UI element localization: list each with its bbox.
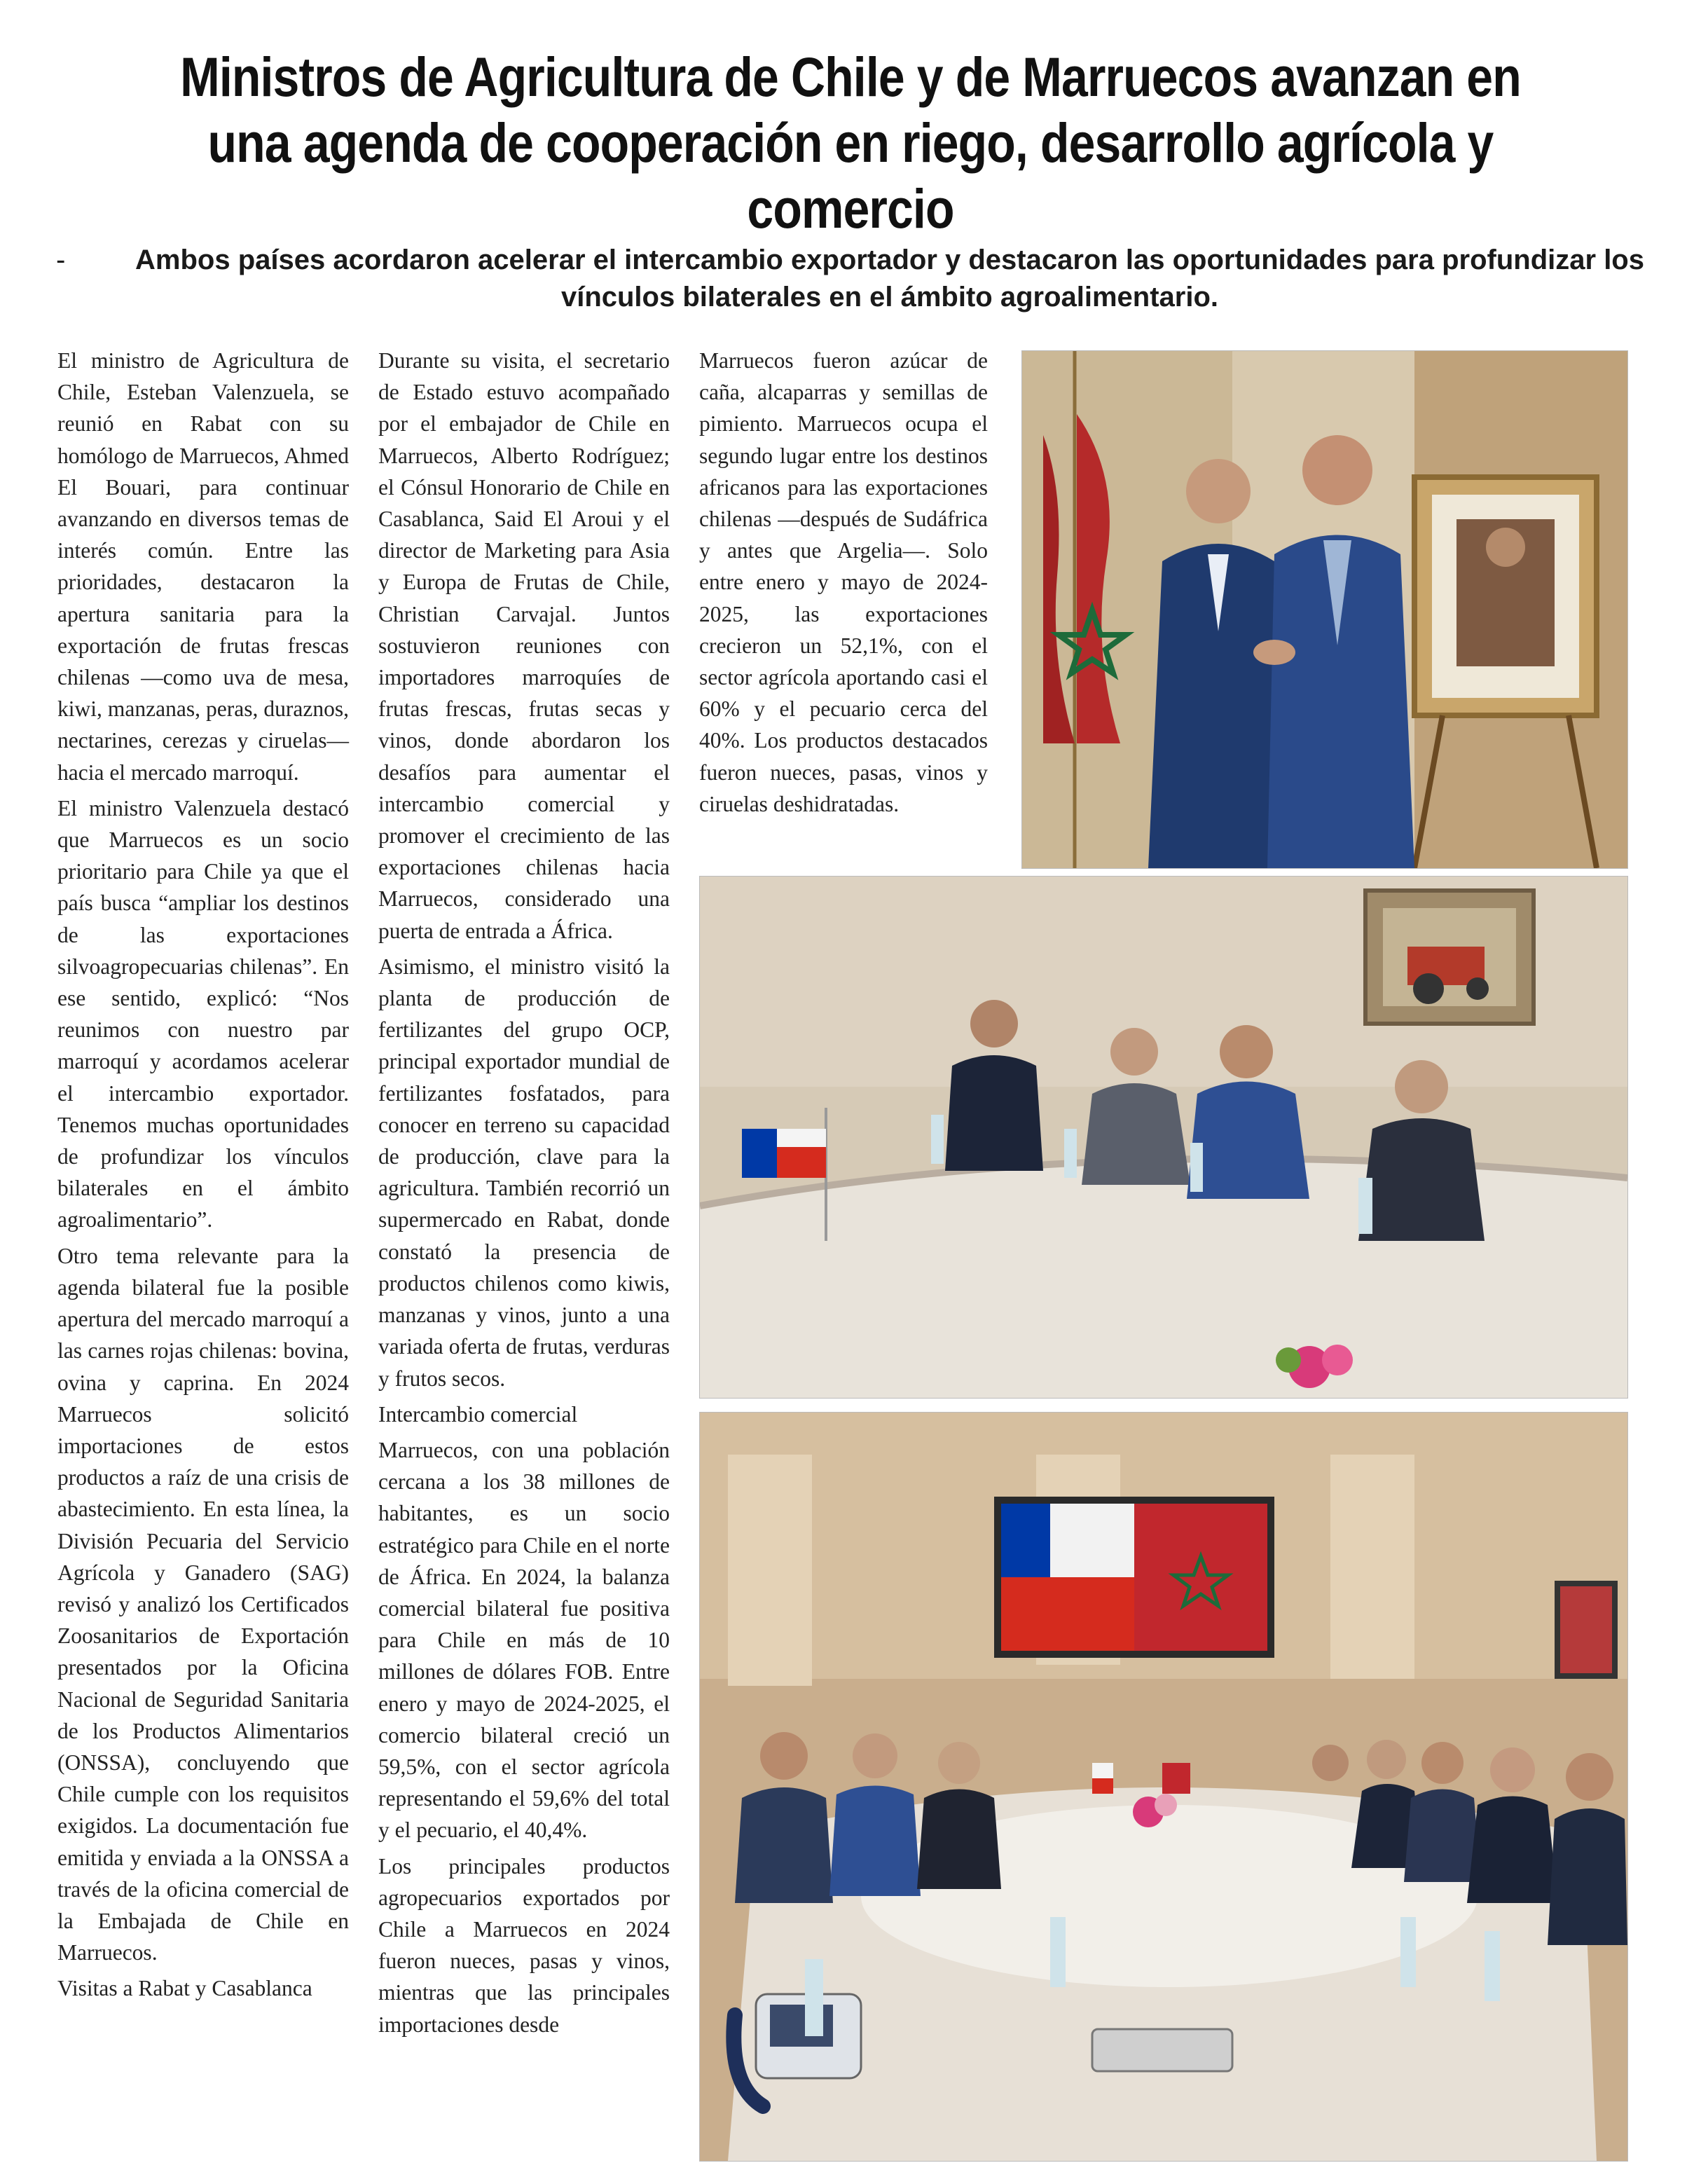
section-heading: Intercambio comercial (378, 1401, 578, 1427)
paragraph: Marruecos fueron azúcar de caña, alcaparras y semillas de pimiento. Marruecos ocupa el segundo lugar entre los destinos africanos para las exportaciones chilenas —después de Sudáfrica y antes que Argelia—. Solo entre enero y mayo de 2024-2025, las exportaciones crecieron un 52,1%, con el sector agrícola aportando casi el 60% y el pecuario cerca del 40%. Los productos destacados fueron nueces, pasas, vinos y ciruelas deshidratadas. (699, 348, 988, 816)
subheadline-text: Ambos países acordaron acelerar el intercambio exportador y destacaron las oportunidades para profundizar los vínculos bilaterales en el ámbito agroalimentario. (135, 245, 1644, 313)
headline: Ministros de Agricultura de Chile y de Marruecos avanzan en una agenda de cooperación en riego, desarrollo agrícola y comercio (180, 45, 1521, 240)
photo-conference-room (699, 1412, 1628, 2162)
paragraph: Asimismo, el ministro visitó la planta de producción de fertilizantes del grupo OCP, principal exportador mundial de fertilizantes fosfatados, para conocer en terreno su capacidad de producción, clave para la agricultura. También recorrió un supermercado en Rabat, donde constató la presencia de productos chilenos como kiwis, manzanas y vinos, junto a una variada oferta de frutas, verduras y frutos secos. (378, 954, 670, 1391)
article-column-2 (378, 345, 670, 2045)
article-column-1 (57, 345, 349, 2009)
paragraph: Otro tema relevante para la agenda bilateral fue la posible apertura del mercado marroquí a las carnes rojas chilenas: bovina, ovina y caprina. En 2024 Marruecos solicitó importaciones de estos productos a raíz de una crisis de abastecimiento. En esta línea, la División Pecuaria del Servicio Agrícola y Ganadero (SAG) revisó y analizó los Certificados Zoosanitarios de Exportación presentados por la Oficina Nacional de Seguridad Sanitaria de los Productos Alimentarios (ONSSA), concluyendo que Chile cumple con los requisitos exigidos. La documentación fue emitida y enviada a la ONSSA a través de la oficina comercial de la Embajada de Chile en Marruecos. (57, 1243, 349, 1965)
photo-ministers-handshake (1021, 350, 1628, 869)
paragraph: Marruecos, con una población cercana a los 38 millones de habitantes, es un socio estratégico para Chile en el norte de África. En 2024, la balanza comercial bilateral fue positiva para Chile en más de 10 millones de dólares FOB. Entre enero y mayo de 2024-2025, el comercio bilateral creció un 59,5%, con el sector agrícola representando el 59,6% del total y el pecuario, el 40,4%. (378, 1437, 670, 1843)
paragraph: El ministro de Agricultura de Chile, Esteban Valenzuela, se reunió en Rabat con su homólogo de Marruecos, Ahmed El Bouari, para continuar avanzando en diversos temas de interés común. Entre las prioridades, destacaron la apertura sanitaria para la exportación de frutas frescas chilenas —como uva de mesa, kiwi, manzanas, peras, duraznos, nectarines, cerezas y ciruelas— hacia el mercado marroquí. (57, 348, 349, 785)
photo-illustration (700, 877, 1627, 1398)
paragraph: El ministro Valenzuela destacó que Marruecos es un socio prioritario para Chile ya que el país busca “ampliar los destinos de las exportaciones silvoagropecuarias chilenas”. En ese sentido, explicó: “Nos reunimos con nuestro par marroquí y acordamos acelerar el intercambio exportador. Tenemos muchas oportunidades de profundizar los vínculos bilaterales en el ámbito agroalimentario”. (57, 795, 349, 1232)
paragraph: Durante su visita, el secretario de Estado estuvo acompañado por el embajador de Chile en Marruecos, Alberto Rodríguez; el Cónsul Honorario de Chile en Casablanca, Said El Aroui y el director de Marketing para Asia y Europa de Frutas de Chile, Christian Carvajal. Juntos sostuvieron reuniones con importadores marroquíes de frutas frescas, frutas secas y vinos, donde abordaron los desafíos para aumentar el intercambio comercial y promover el crecimiento de las exportaciones chilenas hacia Marruecos, considerado una puerta de entrada a África. (378, 348, 670, 943)
section-heading: Visitas a Rabat y Casablanca (57, 1976, 312, 2001)
paragraph: Los principales productos agropecuarios exportados por Chile a Marruecos en 2024 fueron nueces, pasas y vinos, mientras que las principales importaciones desde (378, 1853, 670, 2037)
article-column-3 (699, 345, 988, 824)
subheadline (42, 242, 1653, 316)
photo-illustration (1022, 351, 1627, 868)
subheadline-bullet: - (56, 245, 66, 275)
photo-illustration (700, 1413, 1627, 2161)
photo-meeting-table (699, 876, 1628, 1399)
